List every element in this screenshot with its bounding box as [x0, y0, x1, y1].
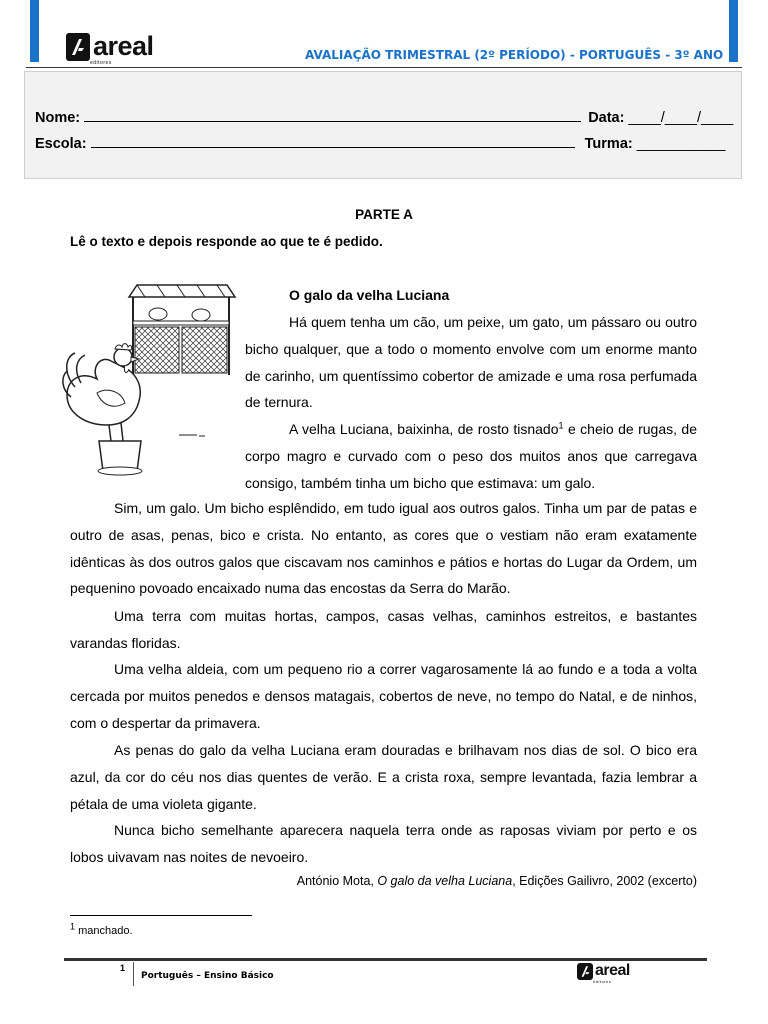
right-accent-bar	[729, 0, 738, 62]
brand-name: areal	[93, 31, 154, 61]
paragraph-2	[245, 416, 697, 496]
paragraph-3: Sim, um galo. Um bicho esplêndido, em tudo igual aos outros galos. Tinha um par de patas e outro de asas, penas, bico e crista. No entanto, as cores que o vestiam não eram exatamente idênticas às dos outros galos que ciscavam nos caminhos e pátios e hortas do Lugar da Ordem, um pequenino povoado encaixado numa das encostas da Serra do Marão.	[70, 500, 697, 597]
exam-title: AVALIAÇÃO TRIMESTRAL (2º PERÍODO) - PORTUGUÊS - 3º ANO	[305, 48, 724, 62]
header-divider	[26, 67, 742, 68]
nome-field[interactable]	[84, 109, 581, 122]
section-title: PARTE A	[355, 207, 413, 222]
turma-field[interactable]: ___________	[636, 136, 726, 152]
footer-brand-subtitle: editores	[593, 979, 612, 984]
footer-areal-logo-icon	[577, 963, 593, 980]
areal-logo-icon	[66, 33, 90, 61]
footnote-ref: 1	[558, 420, 564, 431]
citation-publisher: , Edições Gailivro, 2002 (excerto)	[512, 874, 697, 888]
rooster-henhouse-illustration	[61, 283, 237, 485]
nome-row	[35, 109, 733, 126]
citation	[297, 874, 697, 888]
footnote-number: 1	[70, 921, 76, 932]
footer-areal-logo	[577, 963, 630, 984]
left-accent-bar	[30, 0, 39, 62]
footnote	[70, 921, 133, 937]
footer-divider	[64, 958, 707, 961]
escola-field[interactable]	[91, 135, 575, 148]
paragraph-6: As penas do galo da velha Luciana eram douradas e brilhavam nos dias de sol. O bico era azul, da cor do céu nos dias quentes de verão. E a crista roxa, sempre levantada, fazia lembrar a pétala de uma violeta gigante.	[70, 742, 697, 812]
paragraph-2-start: A velha Luciana, baixinha, de rosto tisnado	[289, 421, 559, 437]
citation-book: O galo da velha Luciana	[377, 874, 513, 888]
nome-label: Nome:	[35, 110, 81, 126]
data-label: Data:	[588, 110, 625, 126]
paragraph-7: Nunca bicho semelhante aparecera naquela terra onde as raposas viviam por perto e os lobos uivavam nas noites de nevoeiro.	[70, 822, 697, 865]
student-info-box	[24, 71, 742, 179]
escola-row	[35, 135, 725, 152]
turma-label: Turma:	[584, 136, 633, 152]
citation-author: António Mota,	[296, 874, 378, 888]
areal-logo	[66, 33, 154, 66]
page-number: 1	[120, 963, 126, 973]
paragraph-2-end: e cheio de rugas, de corpo magro e curvado com o peso dos muitos anos que carregava consigo, também tinha um bicho que estimava: um galo.	[245, 421, 697, 491]
footer-brand-name: areal	[595, 962, 630, 979]
brand-subtitle: editores	[90, 60, 112, 66]
footnote-text: manchado.	[75, 925, 133, 937]
paragraph-1: Há quem tenha um cão, um peixe, um gato, um pássaro ou outro bicho qualquer, que a todo o momento envolve com um enorme manto de carinho, um quentíssimo cobertor de amizade e uma rosa perfumada de ternura.	[245, 314, 697, 411]
data-field[interactable]: ____/____/____	[628, 110, 734, 126]
footnote-divider	[70, 915, 252, 916]
story-title: O galo da velha Luciana	[289, 287, 450, 303]
footer-subject: Português – Ensino Básico	[141, 971, 274, 981]
instruction-text: Lê o texto e depois responde ao que te é pedido.	[70, 234, 383, 249]
paragraph-5: Uma velha aldeia, com um pequeno rio a correr vagarosamente lá ao fundo e a toda a volta cercada por muitos penedos e densos matagais, cobertos de neve, no tempo do Natal, e de ninhos, com o despertar da primavera.	[70, 661, 697, 731]
escola-label: Escola:	[35, 136, 87, 152]
paragraph-4: Uma terra com muitas hortas, campos, casas velhas, caminhos estreitos, e bastantes varandas floridas.	[70, 608, 697, 651]
footer-separator	[133, 962, 134, 986]
